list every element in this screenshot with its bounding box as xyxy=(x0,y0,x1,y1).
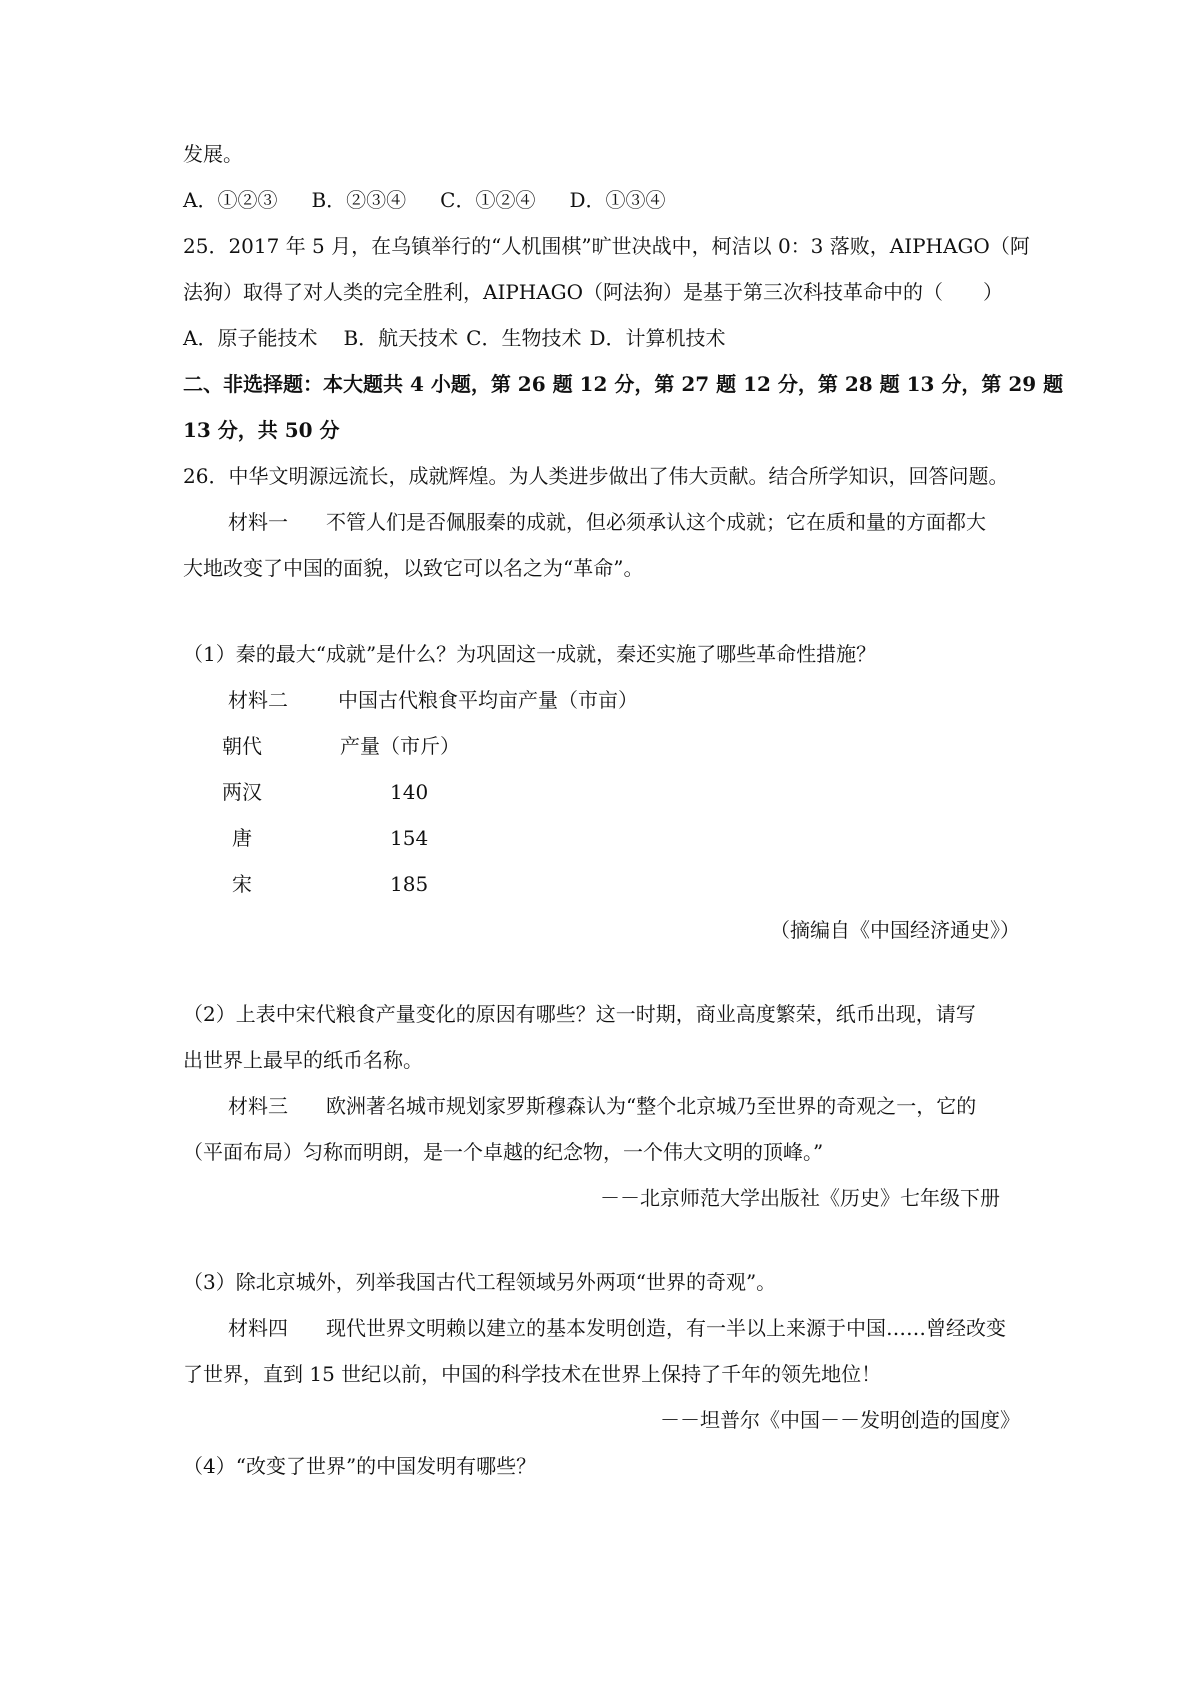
q24-option-a: A．①②③ xyxy=(183,188,278,212)
q24-option-d: D．①③④ xyxy=(569,188,666,212)
material1-line1 xyxy=(228,508,986,536)
material4-label: 材料四 xyxy=(228,1316,288,1340)
material3-source: －－北京师范大学出版社《历史》七年级下册 xyxy=(600,1186,1000,1210)
q24-options xyxy=(183,186,666,214)
section2-heading-line1: 二、非选择题：本大题共 4 小题，第 26 题 12 分，第 27 题 12 分，第 28 题 13 分，第 29 题 xyxy=(183,372,1064,396)
material3-line1 xyxy=(228,1092,976,1120)
material3-line2: （平面布局）匀称而明朗，是一个卓越的纪念物，一个伟大文明的顶峰。” xyxy=(183,1140,824,1164)
q25-option-c: C．生物技术 xyxy=(466,326,582,350)
material2-label: 材料二 xyxy=(228,688,288,712)
q26-sub1: （1）秦的最大“成就”是什么？为巩固这一成就，秦还实施了哪些革命性措施？ xyxy=(183,642,877,666)
q24-tail: 发展。 xyxy=(183,142,243,166)
table-header-yield: 产量（市斤） xyxy=(340,734,460,758)
q25-option-a: A．原子能技术 xyxy=(183,326,318,350)
material4-source: －－坦普尔《中国－－发明创造的国度》 xyxy=(660,1408,1020,1432)
section2-heading-line2: 13 分，共 50 分 xyxy=(183,418,340,442)
table-row-yield: 140 xyxy=(390,780,429,804)
table-row-yield: 154 xyxy=(390,826,429,850)
q25-option-d: D．计算机技术 xyxy=(589,326,726,350)
q24-option-c: C．①②④ xyxy=(440,188,536,212)
q25-line1: 25．2017 年 5 月，在乌镇举行的“人机围棋”旷世决战中，柯洁以 0：3 落败，AIPHAGO（阿 xyxy=(183,234,1030,258)
q26-sub2-line1: （2）上表中宋代粮食产量变化的原因有哪些？这一时期，商业高度繁荣，纸币出现，请写 xyxy=(183,1002,976,1026)
q25-option-b: B．航天技术 xyxy=(343,326,459,350)
q25-line2: 法狗）取得了对人类的完全胜利，AIPHAGO（阿法狗）是基于第三次科技革命中的（ ） xyxy=(183,280,1004,304)
material4-text1: 现代世界文明赖以建立的基本发明创造，有一半以上来源于中国……曾经改变 xyxy=(326,1316,1006,1340)
q26-sub3: （3）除北京城外，列举我国古代工程领域另外两项“世界的奇观”。 xyxy=(183,1270,777,1294)
material4-line2: 了世界，直到 15 世纪以前，中国的科学技术在世界上保持了千年的领先地位！ xyxy=(183,1362,882,1386)
q24-option-b: B．②③④ xyxy=(311,188,407,212)
table-row-dynasty: 两汉 xyxy=(222,780,262,804)
material4-line1 xyxy=(228,1314,1006,1342)
material1-label: 材料一 xyxy=(228,510,288,534)
material3-label: 材料三 xyxy=(228,1094,288,1118)
material2-title: 中国古代粮食平均亩产量（市亩） xyxy=(338,688,638,712)
material1-text1: 不管人们是否佩服秦的成就，但必须承认这个成就；它在质和量的方面都大 xyxy=(326,510,986,534)
material1-line2: 大地改变了中国的面貌，以致它可以名之为“革命”。 xyxy=(183,556,644,580)
material2-title-line xyxy=(228,686,638,714)
table-row-dynasty: 宋 xyxy=(232,872,252,896)
material3-text1: 欧洲著名城市规划家罗斯穆森认为“整个北京城乃至世界的奇观之一，它的 xyxy=(326,1094,977,1118)
q25-options xyxy=(183,324,726,352)
table-row-yield: 185 xyxy=(390,872,429,896)
q26-stem: 26．中华文明源远流长，成就辉煌。为人类进步做出了伟大贡献。结合所学知识，回答问题。 xyxy=(183,464,1009,488)
q26-sub2-line2: 出世界上最早的纸币名称。 xyxy=(183,1048,423,1072)
q26-sub4: （4）“改变了世界”的中国发明有哪些？ xyxy=(183,1454,537,1478)
table-row-dynasty: 唐 xyxy=(232,826,252,850)
material2-source: （摘编自《中国经济通史》） xyxy=(770,918,1020,942)
table-header-dynasty: 朝代 xyxy=(222,734,262,758)
